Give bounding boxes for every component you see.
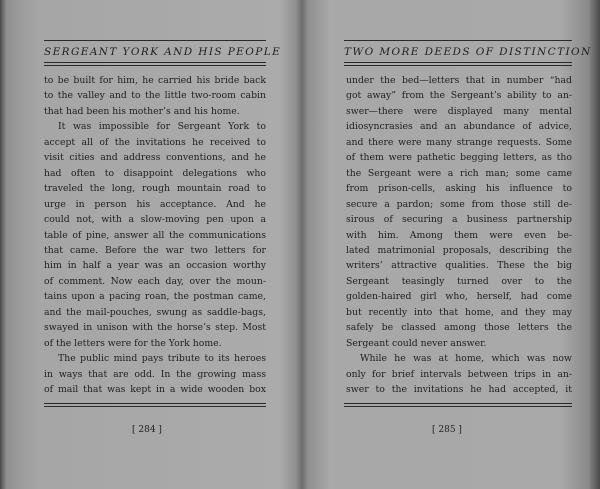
text-line: table of pine, answer all the communications [44,229,266,241]
text-line: under the bed—letters that in number “had [346,75,572,86]
text-line: While he was at home, which was now [360,353,572,365]
text-line: of the letters were for the York home. [44,337,222,349]
text-line: the Sergeant were a rich man; some came [346,167,572,179]
text-line: swayed in unison with the horse’s step. Most [44,322,266,334]
text-line: urge in person his acceptance. And he [44,198,266,210]
text-line: It was impossible for Sergeant York to [58,121,266,133]
text-line: from prison-cells, asking his influence to [346,183,572,195]
text-line: to be built for him, he carried his bride back [44,75,266,86]
text-line: with him. Among them were even be- [346,229,572,241]
text-line: had often to disappoint delegations who [44,167,266,179]
header-rule-bottom-2 [44,65,266,66]
text-line: to the valley and to the little two-room cabin [44,90,266,102]
footer-rule-bottom [344,406,572,407]
running-head: SERGEANT YORK AND HIS PEOPLE [44,46,282,58]
header-rule-top [344,40,572,41]
header-rule-bottom-2 [344,65,572,66]
text-line: and there were many strange requests. Some [346,136,572,148]
text-line: but recently into that home, and they may [346,306,572,318]
page-text [346,73,572,398]
text-line: Sergeant could never answer. [346,337,487,349]
text-line: lated matrimonial proposals, describing the [346,244,572,256]
text-line: sirous of securing a business partnership [346,214,572,226]
text-line: tains upon a pacing roan, the postman came, [44,291,266,303]
text-line: safely be classed among those letters the [346,322,572,334]
text-line: traveled the long, rough mountain road to [44,183,266,195]
running-head: TWO MORE DEEDS OF DISTINCTION [344,46,592,58]
text-line: of mail that was kept in a wide wooden box [44,384,266,396]
header-rule-bottom [44,62,266,63]
text-line: of them were pathetic begging letters, as tho [346,152,572,164]
footer-rule-bottom [44,406,266,407]
header-rule-top [44,40,266,41]
text-line: writers’ attractive qualities. These the big [346,260,572,272]
text-line: and the mail-pouches, swung as saddle-bags, [44,306,266,318]
text-line: could not, with a slow-moving pen upon a [44,214,266,226]
footer-rule-top [344,403,572,404]
text-line: accept all of the invitations he received to [44,136,266,148]
text-line: got away” from the Sergeant’s ability to an- [346,90,572,102]
right-page [302,0,600,489]
text-line: golden-haired girl who, herself, had come [346,291,572,303]
text-line: secure a pardon; some from those still de- [346,198,572,210]
text-line: swer to the invitations he had accepted, it [346,384,572,396]
text-line: that came. Before the war two letters for [44,244,266,256]
text-line: idiosyncrasies and an abundance of advice, [346,121,572,133]
text-line: that had been his mother’s and his home. [44,105,240,117]
page-text [44,73,266,398]
text-line: only for brief intervals between trips in an- [346,368,572,380]
page-number: [ 284 ] [132,425,162,435]
text-line: visit cities and address conventions, and he [44,152,266,164]
text-line: swer—there were displayed many mental [346,105,572,117]
text-line: him in half a year was an occasion worthy [44,260,266,272]
text-line: of comment. Now each day, over the moun- [44,275,266,287]
text-line: in ways that are odd. In the growing mass [44,368,266,380]
text-line: The public mind pays tribute to its heroes [58,353,266,365]
text-line: Sergeant teasingly turned over to the [346,275,572,287]
header-rule-bottom [344,62,572,63]
page-number: [ 285 ] [432,425,462,435]
footer-rule-top [44,403,266,404]
